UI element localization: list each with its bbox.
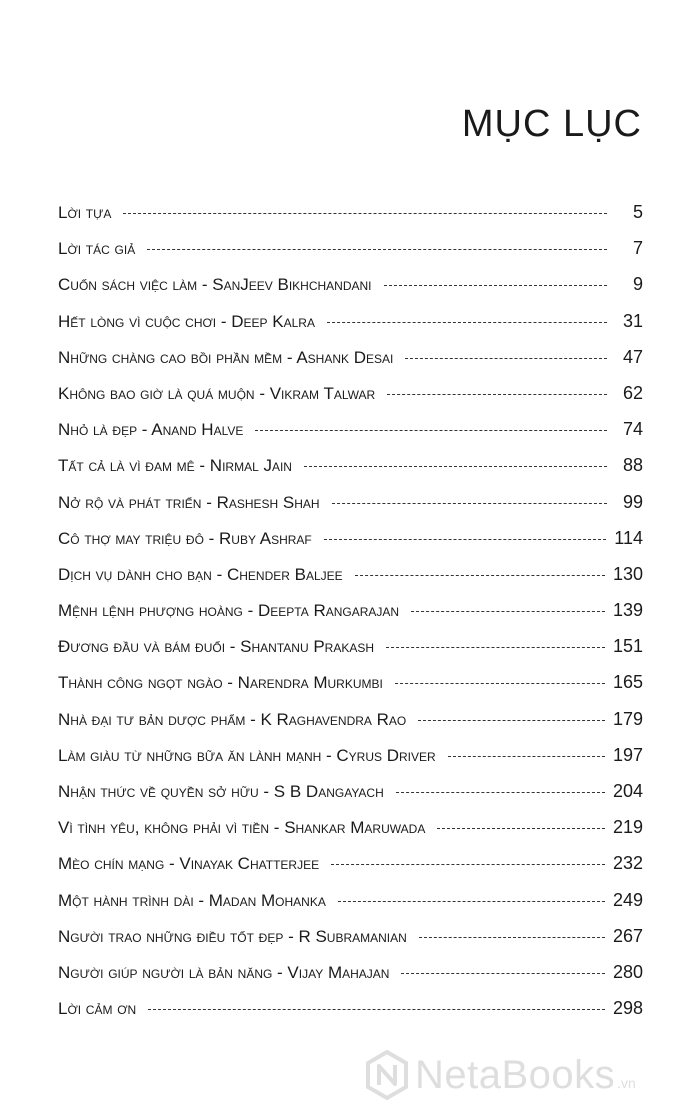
toc-entry-title: Lời cảm ơn: [58, 999, 137, 1019]
toc-entry-page-number: 74: [622, 419, 643, 440]
toc-entry-title: Tất cả là vì đam mê - Nirmal Jain: [58, 456, 292, 476]
watermark: [365, 1050, 636, 1100]
toc-entry-page-number: 5: [632, 202, 643, 222]
toc-entry: [58, 672, 643, 708]
toc-entry: [58, 383, 643, 419]
toc-dot-leader: [419, 937, 605, 938]
toc-entry-page-number: 280: [612, 961, 643, 982]
toc-entry-title: Lời tác giả: [58, 239, 136, 259]
toc-entry-title: Những chàng cao bồi phần mềm - Ashank Desai: [58, 347, 394, 367]
toc-dot-leader: [405, 358, 607, 359]
toc-entry: [58, 347, 643, 383]
toc-dot-leader: [147, 249, 607, 250]
toc-dot-leader: [324, 539, 607, 540]
toc-dot-leader: [411, 611, 605, 612]
toc-entry: [58, 202, 643, 238]
toc-entry-page-number: 232: [612, 853, 643, 874]
toc-dot-leader: [255, 430, 607, 431]
toc-entry-title: Đương đầu và bám đuổi - Shantanu Prakash: [58, 637, 375, 657]
toc-entry-page-number: 165: [612, 672, 643, 693]
toc-entry-title: Một hành trình dài - Madan Mohanka: [58, 890, 326, 910]
toc-entry-page-number: 298: [612, 998, 643, 1019]
toc-entry-title: Người giúp người là bản năng - Vijay Mahajan: [58, 962, 390, 982]
toc-entry: [58, 781, 643, 817]
toc-entry-page-number: 7: [632, 238, 643, 259]
page-title: MỤC LỤC: [461, 103, 642, 146]
toc-entry: [58, 926, 643, 962]
toc-entry-title: Lời tựa: [58, 203, 112, 222]
toc-entry-page-number: 47: [622, 346, 643, 367]
toc-entry: [58, 962, 643, 998]
toc-entry-title: Hết lòng vì cuộc chơi - Deep Kalra: [58, 311, 315, 331]
toc-entry: [58, 238, 643, 274]
toc-entry-page-number: 31: [622, 310, 643, 331]
toc-entry-page-number: 139: [612, 600, 643, 621]
toc-dot-leader: [386, 647, 605, 648]
toc-entry-title: Cô thợ may triệu đô - Ruby Ashraf: [58, 528, 312, 548]
toc-entry-title: Không bao giờ là quá muộn - Vikram Talwar: [58, 383, 376, 403]
toc-dot-leader: [384, 285, 608, 286]
toc-dot-leader: [338, 901, 605, 902]
toc-entry-page-number: 62: [622, 382, 643, 403]
toc-entry: [58, 998, 643, 1034]
toc-entry: [58, 274, 643, 310]
toc-dot-leader: [387, 394, 607, 395]
toc-entry-page-number: 99: [622, 491, 643, 512]
toc-entry: [58, 853, 643, 889]
toc-entry-page-number: 179: [612, 708, 643, 729]
toc-entry-page-number: 249: [612, 889, 643, 910]
toc-dot-leader: [331, 864, 605, 865]
toc-dot-leader: [123, 213, 607, 214]
toc-entry-title: Nở rộ và phát triển - Rashesh Shah: [58, 492, 320, 512]
toc-entry: [58, 455, 643, 491]
toc-entry-title: Người trao những điều tốt đẹp - R Subramanian: [58, 926, 407, 946]
toc-entry: [58, 311, 643, 347]
toc-dot-leader: [355, 575, 605, 576]
toc-entry: [58, 528, 643, 564]
toc-entry-title: Mèo chín mạng - Vinayak Chatterjee: [58, 854, 320, 874]
toc-dot-leader: [401, 973, 604, 974]
toc-entry-page-number: 9: [632, 274, 643, 295]
toc-entry: [58, 817, 643, 853]
toc-entry: [58, 709, 643, 745]
toc-entry-page-number: 204: [612, 781, 643, 801]
watermark-domain: .vn: [617, 1075, 636, 1091]
toc-entry: [58, 564, 643, 600]
toc-dot-leader: [437, 828, 605, 829]
toc-entry-page-number: 114: [614, 527, 643, 548]
toc-entry-page-number: 267: [612, 925, 643, 946]
n-hexagon-logo-icon: [365, 1050, 409, 1100]
toc-entry: [58, 419, 643, 455]
toc-dot-leader: [148, 1009, 605, 1010]
toc-entry: [58, 600, 643, 636]
toc-entry-title: Mệnh lệnh phượng hoàng - Deepta Rangarajan: [58, 601, 400, 621]
toc-dot-leader: [327, 322, 607, 323]
toc-entry-page-number: 130: [612, 563, 643, 584]
toc-entry-title: Vì tình yêu, không phải vì tiền - Shankar Maruwada: [58, 818, 426, 838]
table-of-contents: [58, 202, 643, 1034]
toc-entry-title: Nhà đại tư bản dược phẩm - K Raghavendra Rao: [58, 709, 407, 729]
toc-entry: [58, 492, 643, 528]
toc-entry-title: Nhận thức về quyền sở hữu - S B Dangayach: [58, 782, 384, 801]
toc-entry-page-number: 88: [622, 455, 643, 476]
toc-dot-leader: [396, 792, 605, 793]
toc-entry-page-number: 197: [612, 744, 643, 765]
toc-dot-leader: [395, 683, 605, 684]
watermark-text: NetaBooks: [415, 1052, 616, 1097]
toc-entry-title: Cuốn sách việc làm - SanJeev Bikhchandani: [58, 275, 372, 295]
toc-entry-title: Dịch vụ dành cho bạn - Chender Baljee: [58, 564, 343, 584]
toc-entry-title: Thành công ngọt ngào - Narendra Murkumbi: [58, 673, 383, 693]
toc-entry: [58, 636, 643, 672]
toc-dot-leader: [304, 466, 607, 467]
toc-entry-title: Nhỏ là đẹp - Anand Halve: [58, 420, 244, 440]
toc-entry: [58, 745, 643, 781]
toc-entry-title: Làm giàu từ những bữa ăn lành mạnh - Cyrus Driver: [58, 745, 436, 765]
toc-entry-page-number: 219: [612, 817, 643, 838]
toc-entry-page-number: 151: [612, 636, 643, 657]
toc-dot-leader: [418, 720, 605, 721]
toc-entry: [58, 890, 643, 926]
toc-dot-leader: [448, 756, 605, 757]
toc-dot-leader: [332, 503, 607, 504]
